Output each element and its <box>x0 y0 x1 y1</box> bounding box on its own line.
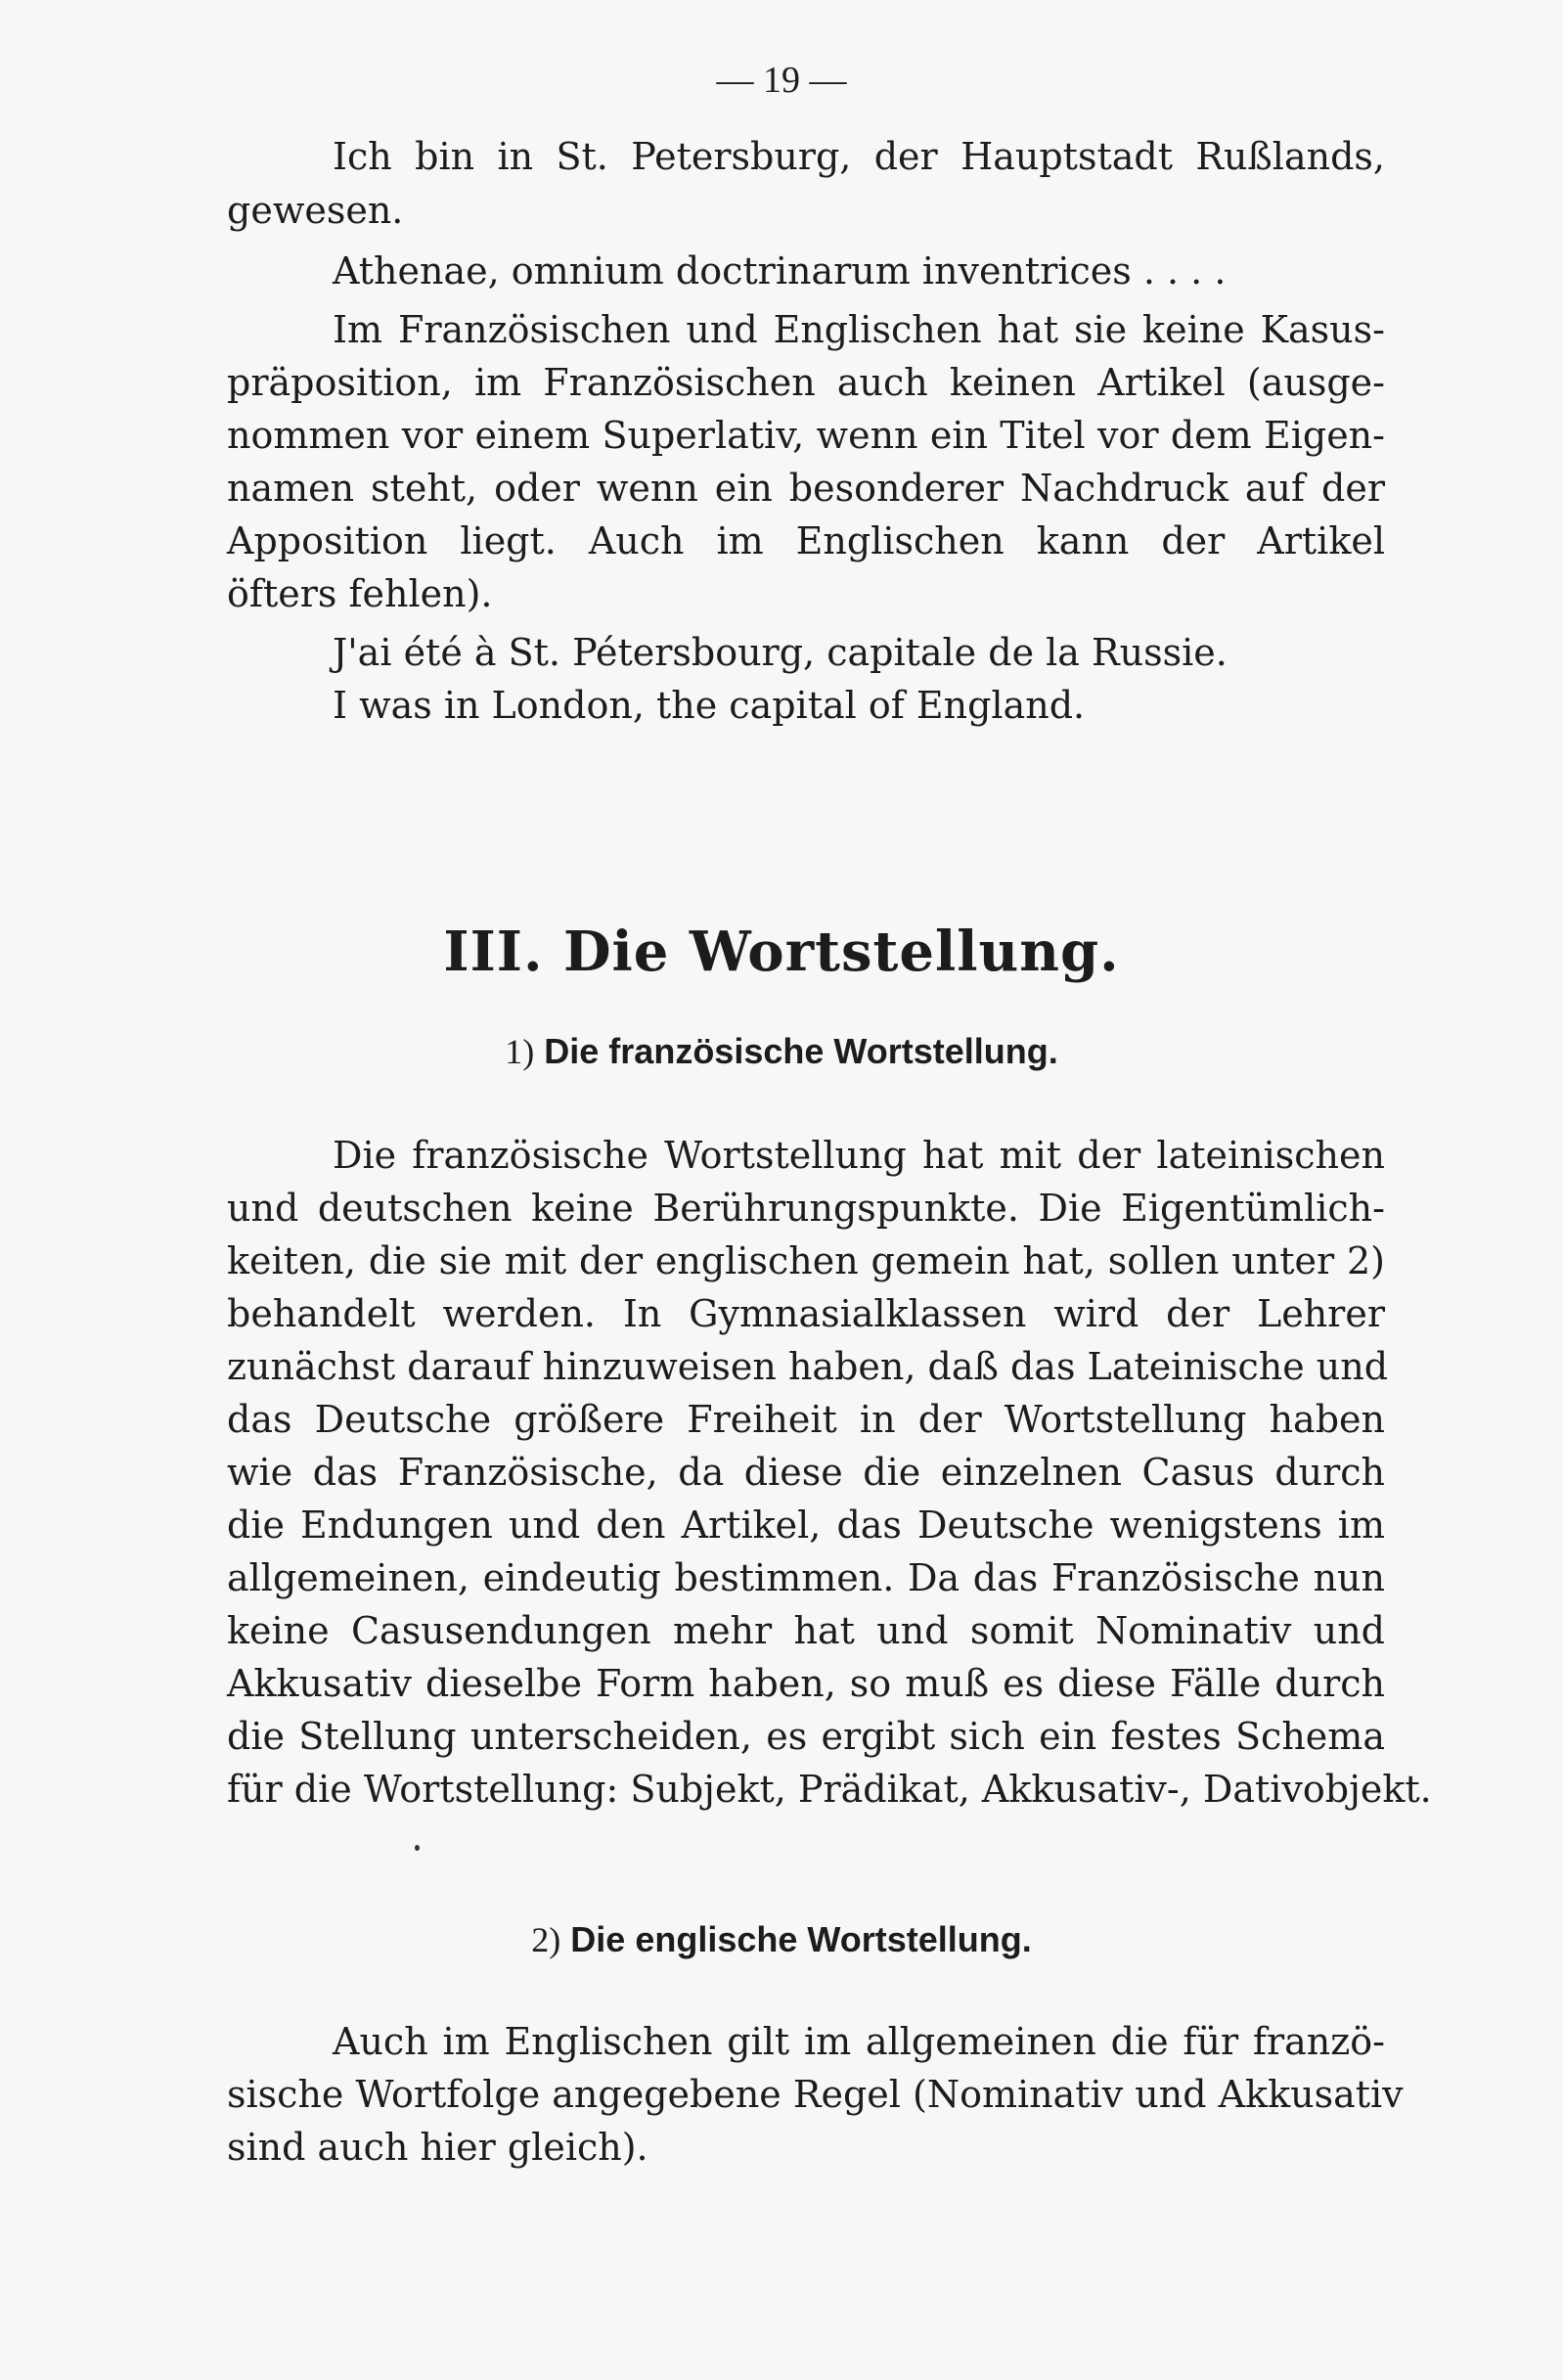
text-line: Akkusativ dieselbe Form haben, so muß es diese Fälle durch <box>227 1662 1385 1705</box>
ink-dot <box>415 1845 420 1851</box>
text-line: und deutschen keine Berührungspunkte. Die Eigentümlich- <box>227 1187 1385 1230</box>
subsection-heading-french <box>0 1031 1563 1072</box>
text-line: Im Französischen und Englischen hat sie keine Kasus- <box>333 308 1385 351</box>
text-line: öfters fehlen). <box>227 572 493 615</box>
text-line: namen steht, oder wenn ein besonderer Nachdruck auf der <box>227 467 1385 510</box>
text-line: keine Casusendungen mehr hat und somit Nominativ und <box>227 1609 1385 1652</box>
text-line: nommen vor einem Superlativ, wenn ein Titel vor dem Eigen- <box>227 414 1385 457</box>
text-line: Apposition liegt. Auch im Englischen kann der Artikel <box>227 519 1385 562</box>
text-line: keiten, die sie mit der englischen gemein hat, sollen unter 2) <box>227 1239 1385 1282</box>
text-line: J'ai été à St. Pétersbourg, capitale de la Russie. <box>333 631 1228 674</box>
text-line: allgemeinen, eindeutig bestimmen. Da das Französische nun <box>227 1556 1385 1599</box>
page-number: — 19 — <box>716 60 847 101</box>
text-line: Die französische Wortstellung hat mit der lateinischen <box>333 1134 1385 1177</box>
subsection-title: Die französische Wortstellung. <box>544 1031 1058 1071</box>
subsection-title: Die englische Wortstellung. <box>570 1919 1032 1959</box>
text-line: die Endungen und den Artikel, das Deutsche wenigstens im <box>227 1504 1385 1547</box>
text-line: Auch im Englischen gilt im allgemeinen die für franzö- <box>333 2020 1385 2063</box>
text-line: präposition, im Französischen auch keinen Artikel (ausge- <box>227 361 1385 404</box>
text-line: gewesen. <box>227 189 404 232</box>
text-line: behandelt werden. In Gymnasialklassen wird der Lehrer <box>227 1292 1385 1335</box>
text-line: wie das Französische, da diese die einzelnen Casus durch <box>227 1451 1385 1494</box>
text-line: Ich bin in St. Petersburg, der Hauptstadt Rußlands, <box>333 135 1385 178</box>
subsection-number: 1) <box>505 1032 535 1071</box>
text-line: sind auch hier gleich). <box>227 2126 648 2169</box>
text-line: sische Wortfolge angegebene Regel (Nominativ und Akkusativ <box>227 2073 1404 2116</box>
text-line: I was in London, the capital of England. <box>333 684 1086 727</box>
subsection-heading-english <box>0 1919 1563 1960</box>
subsection-number: 2) <box>531 1920 561 1959</box>
section-heading: III. Die Wortstellung. <box>443 920 1120 984</box>
text-line: das Deutsche größere Freiheit in der Wortstellung haben <box>227 1398 1385 1441</box>
text-line: zunächst darauf hinzuweisen haben, daß das Lateinische und <box>227 1345 1389 1388</box>
text-line: für die Wortstellung: Subjekt, Prädikat, Akkusativ-, Dativobjekt. <box>227 1768 1432 1811</box>
text-line: die Stellung unterscheiden, es ergibt sich ein festes Schema <box>227 1715 1385 1758</box>
text-line: Athenae, omnium doctrinarum inventrices . . . . <box>333 249 1227 292</box>
